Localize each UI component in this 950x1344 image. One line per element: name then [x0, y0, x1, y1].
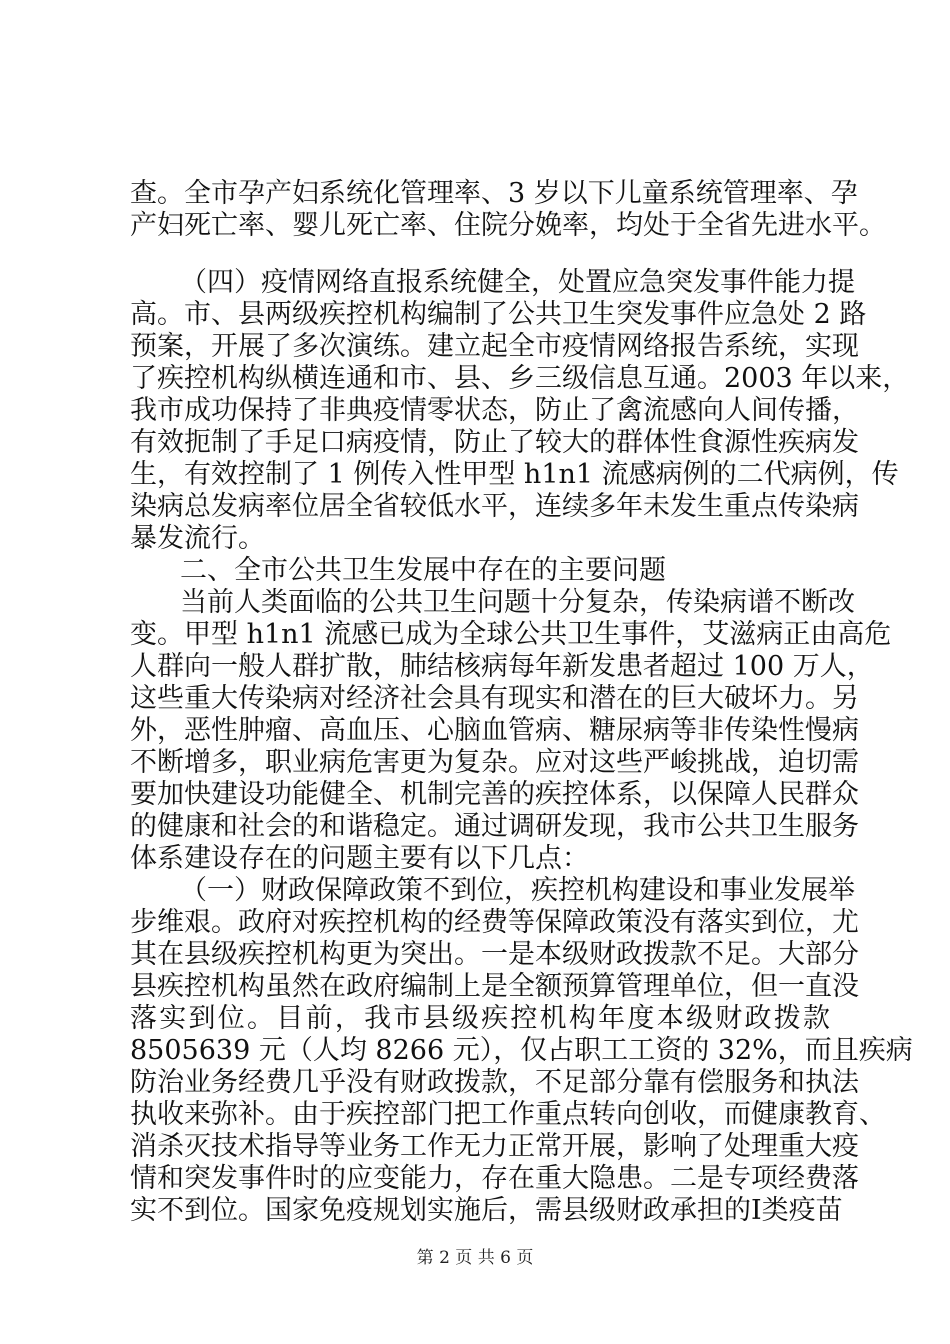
page-number-footer: 第 2 页 共 6 页	[416, 1248, 534, 1268]
text-line: 人群向一般人群扩散，肺结核病每年新发患者超过 100 万人，	[130, 651, 874, 682]
text-line: 了疾控机构纵横连通和市、县、乡三级信息互通。2003 年以来，	[130, 363, 910, 394]
text-line: 预案，开展了多次演练。建立起全市疫情网络报告系统，实现	[130, 331, 859, 362]
text-line: 情和突发事件时的应变能力，存在重大隐患。二是专项经费落	[130, 1163, 859, 1194]
text-line: 防治业务经费几乎没有财政拨款，不足部分靠有偿服务和执法	[130, 1067, 859, 1098]
text-line: 消杀灭技术指导等业务工作无力正常开展，影响了处理重大疫	[130, 1131, 859, 1162]
text-line: 当前人类面临的公共卫生问题十分复杂，传染病谱不断改	[180, 587, 855, 618]
text-line: 有效扼制了手足口病疫情，防止了较大的群体性食源性疾病发	[130, 427, 859, 458]
text-line: 其在县级疾控机构更为突出。一是本级财政拨款不足。大部分	[130, 939, 859, 970]
text-line: 变。甲型 h1n1 流感已成为全球公共卫生事件，艾滋病正由高危	[130, 619, 892, 650]
text-line: 暴发流行。	[130, 523, 265, 554]
text-line: 体系建设存在的问题主要有以下几点：	[130, 843, 589, 874]
text-line: 外，恶性肿瘤、高血压、心脑血管病、糖尿病等非传染性慢病	[130, 715, 859, 746]
text-line: 不断增多，职业病危害更为复杂。应对这些严峻挑战，迫切需	[130, 747, 859, 778]
text-line: 高。市、县两级疾控机构编制了公共卫生突发事件应急处 2 路	[130, 299, 867, 330]
section-heading: 二、全市公共卫生发展中存在的主要问题	[180, 555, 666, 586]
text-line: 查。全市孕产妇系统化管理率、3 岁以下儿童系统管理率、孕	[130, 178, 858, 209]
text-line: 这些重大传染病对经济社会具有现实和潜在的巨大破坏力。另	[130, 683, 859, 714]
text-line: 染病总发病率位居全省较低水平，连续多年未发生重点传染病	[130, 491, 859, 522]
text-line: 我市成功保持了非典疫情零状态，防止了禽流感向人间传播，	[130, 395, 859, 426]
text-line: 步维艰。政府对疾控机构的经费等保障政策没有落实到位，尤	[130, 907, 859, 938]
text-line: 落实到位。目前，我市县级疾控机构年度本级财政拨款	[130, 1003, 830, 1034]
text-line: 要加快建设功能健全、机制完善的疾控体系，以保障人民群众	[130, 779, 859, 810]
text-line: 实不到位。国家免疫规划实施后，需县级财政承担的Ⅰ类疫苗	[130, 1195, 843, 1226]
text-line: 8505639 元（人均 8266 元），仅占职工工资的 32%，而且疾病	[130, 1035, 913, 1066]
text-line: 生，有效控制了 1 例传入性甲型 h1n1 流感病例的二代病例，传	[130, 459, 899, 490]
text-line: （四）疫情网络直报系统健全，处置应急突发事件能力提	[180, 267, 855, 298]
text-line: （一）财政保障政策不到位，疾控机构建设和事业发展举	[180, 875, 855, 906]
text-line: 执收来弥补。由于疾控部门把工作重点转向创收，而健康教育、	[130, 1099, 886, 1130]
text-line: 县疾控机构虽然在政府编制上是全额预算管理单位，但一直没	[130, 971, 859, 1002]
text-line: 的健康和社会的和谐稳定。通过调研发现，我市公共卫生服务	[130, 811, 859, 842]
text-line: 产妇死亡率、婴儿死亡率、住院分娩率，均处于全省先进水平。	[130, 210, 886, 241]
